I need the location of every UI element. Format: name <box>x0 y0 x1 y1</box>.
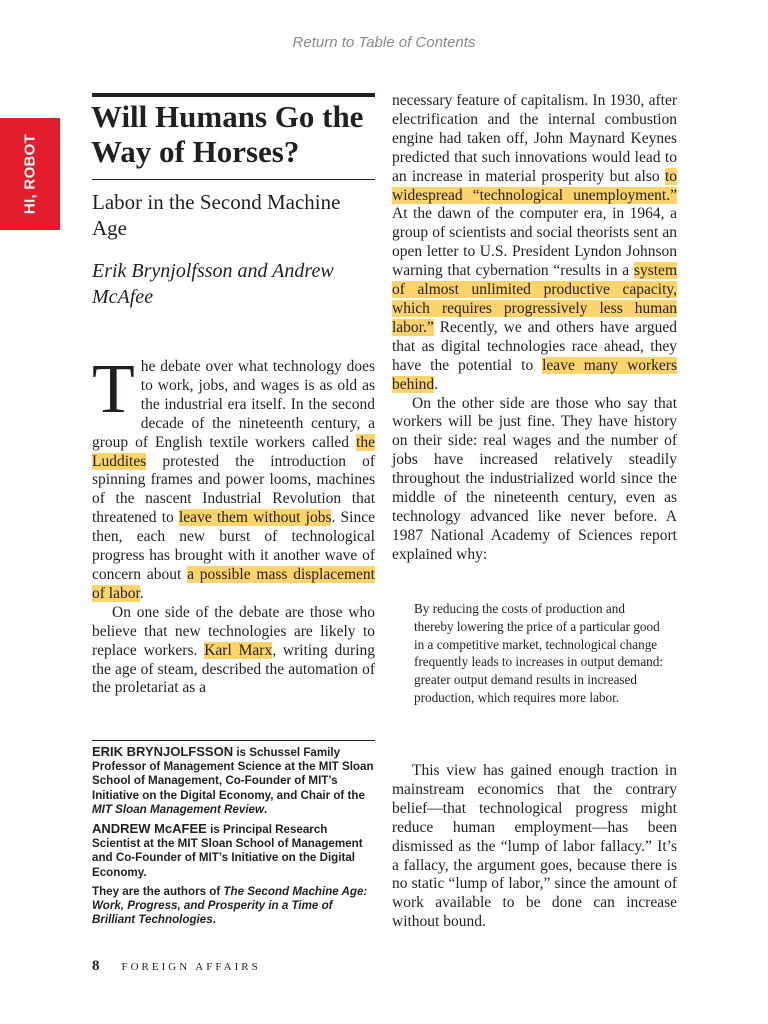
article-authors: Erik Brynjolfsson and Andrew McAfee <box>92 260 334 308</box>
highlight: a possible mass displacement of labor <box>92 565 375 602</box>
highlight: system of almost unlimited productive capacity, which requires progressively less human labor.” <box>392 262 677 336</box>
bio-mcafee: ANDREW McAFEE is Principal Research Scientist at the MIT Sloan School of Management and Co-Founder of MIT’s Initiative on the Digital Economy. <box>92 821 363 879</box>
page-number: 8 <box>92 958 100 974</box>
highlight: leave many workers behind <box>392 356 677 393</box>
right-column <box>392 92 677 565</box>
block-quote: By reducing the costs of production and thereby lowering the price of a particular good in a competitive market, technological change frequently leads to increases in output demand: greater output demand results in increased production, which requires more labor. <box>414 601 664 705</box>
left-column <box>92 351 376 698</box>
bio-brynjolfsson: ERIK BRYNJOLFSSON is Schussel Family Professor of Management Science at the MIT Sloan School of Management, Co-Founder of MIT’s Initiative on the Digital Economy, and Chair of the MIT Sloan Management Review. <box>92 744 374 816</box>
magazine-name: FOREIGN AFFAIRS <box>121 961 261 973</box>
return-to-toc-link[interactable]: Return to Table of Contents <box>292 34 476 51</box>
section-tab-label: HI, ROBOT <box>21 133 39 215</box>
page-footer <box>92 958 261 975</box>
section-tab <box>0 118 60 230</box>
drop-cap: T <box>92 351 135 428</box>
bio-book: They are the authors of The Second Machine Age: Work, Progress, and Prosperity in a Time of Brilliant Technologies. <box>92 884 368 927</box>
author-bios <box>92 745 378 932</box>
title-rule <box>92 93 375 97</box>
highlight: leave them without jobs <box>179 509 332 527</box>
highlight: the Luddites <box>92 433 375 470</box>
paragraph-keynes: necessary feature of capitalism. In 1930, after electrification and the internal combustion engine had taken off, John Maynard Keynes predicted that such innovations would lead to an increase in material prosperity but also to widespread “technological unemployment.” At the dawn of the computer era, in 1964, a group of scientists and social theorists sent an open letter to U.S. President Lyndon Johnson warning that cybernation “results in a system of almost unlimited productive capacity, which requires progressively less human labor.” Recently, we and others have argued that as digital technologies race ahead, they have the potential to leave many workers behind. <box>392 92 677 393</box>
highlight: to widespread “technological unemployment.” <box>392 167 677 204</box>
paragraph-marx: On one side of the debate are those who believe that new technologies are likely to replace workers. Karl Marx, writing during the age of steam, described the automation of the proletariat as a <box>92 603 376 697</box>
paragraph-intro: The debate over what technology does to work, jobs, and wages is as old as the industrial era itself. In the second decade of the nineteenth century, a group of English textile workers called the Luddites protested the introduction of spinning frames and power looms, machines of the nascent Industrial Revolution that threatened to leave them without jobs. Since then, each new burst of technological progress has brought with it another wave of concern about a possible mass displacement of labor. <box>92 351 375 602</box>
article-title: Will Humans Go the Way of Horses? <box>91 99 364 169</box>
paragraph-other-side: On the other side are those who say that workers will be just fine. They have history on their side: real wages and the number of jobs have increased relatively steadily throughout the industrialized world since the middle of the nineteenth century, even as technology advanced like never before. A 1987 National Academy of Sciences report explained why: <box>392 394 677 563</box>
right-column-continued <box>392 762 677 932</box>
subtitle-rule <box>92 179 375 180</box>
bio-rule <box>92 740 375 741</box>
highlight: Karl Marx <box>204 641 273 659</box>
article-subtitle: Labor in the Second Machine Age <box>92 190 341 240</box>
paragraph-lump-of-labor: This view has gained enough traction in mainstream economics that the contrary belief—that technological progress might reduce human employment—has been dismissed as the “lump of labor fallacy.” It’s a fallacy, the argument goes, because there is no static “lump of labor,” since the amount of work available to be done can increase without bound. <box>392 762 677 931</box>
